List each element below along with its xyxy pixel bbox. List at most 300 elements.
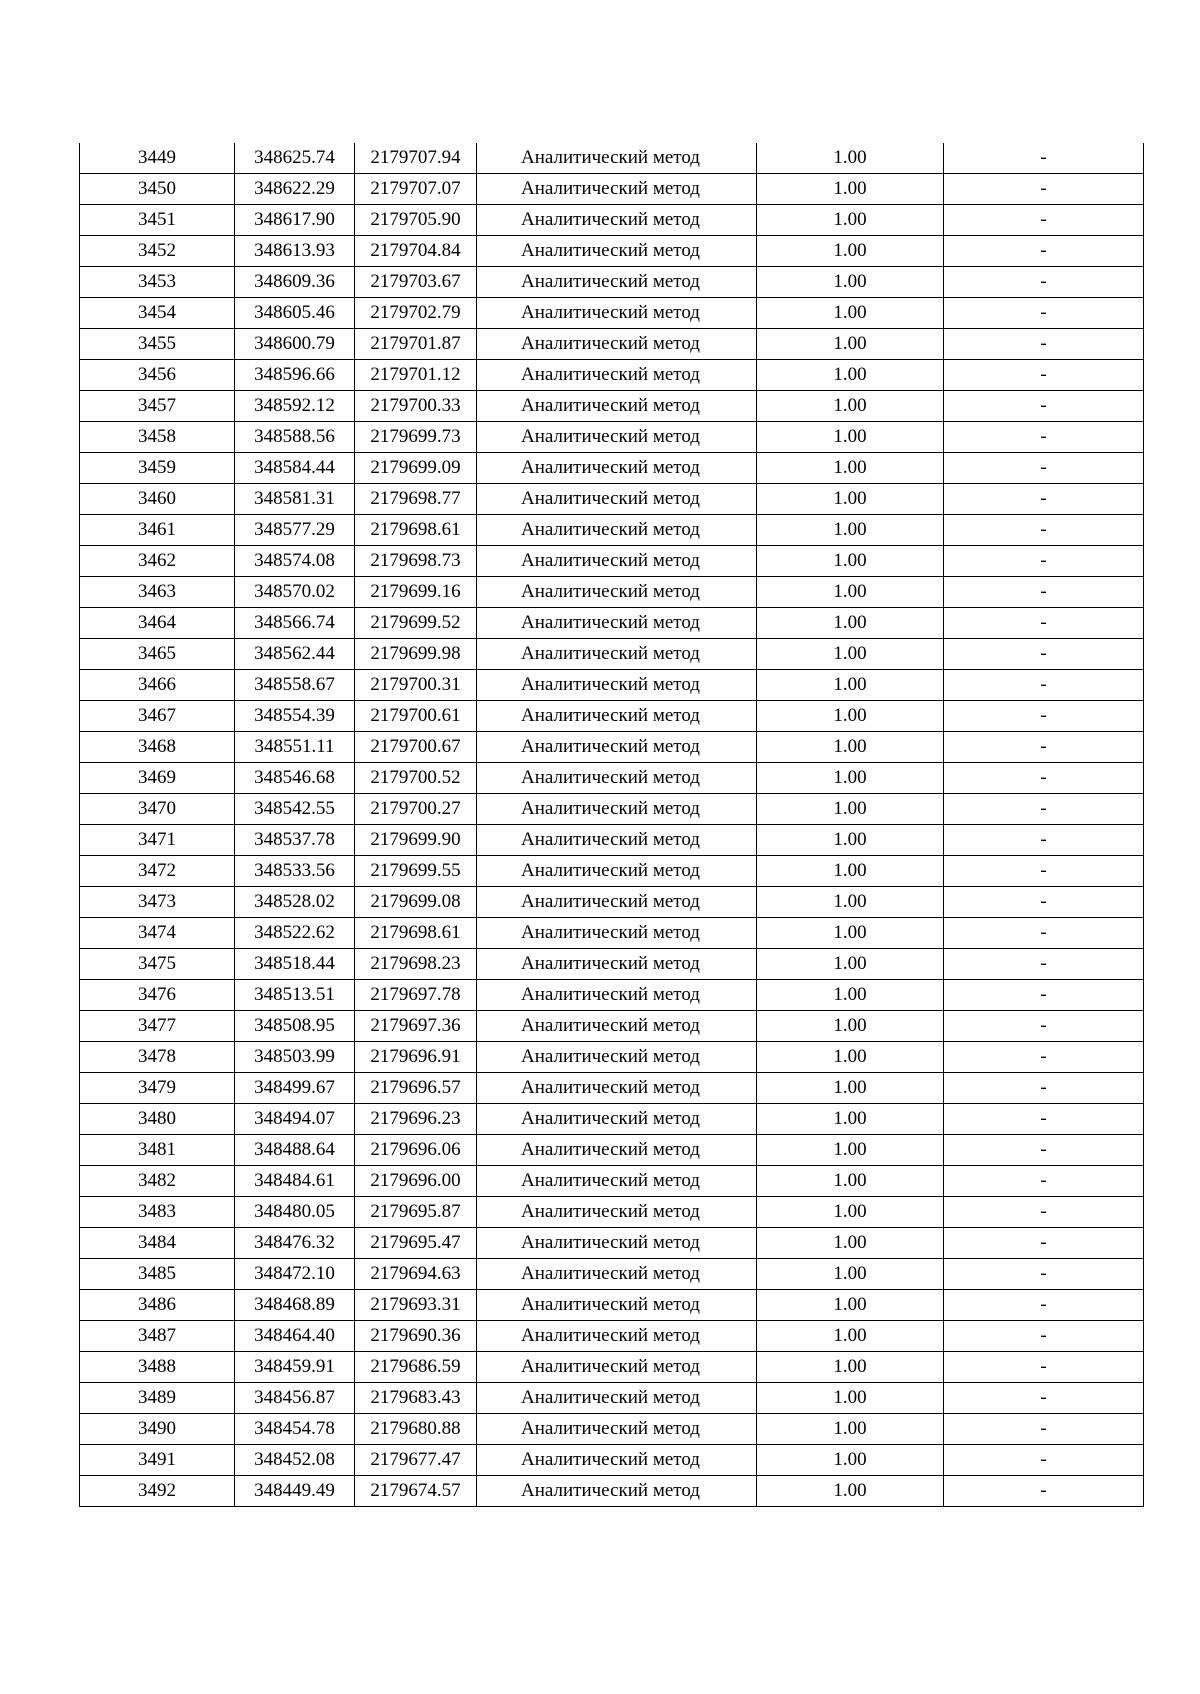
cell-y-coordinate: 2179696.23 xyxy=(355,1104,477,1135)
cell-point-number: 3470 xyxy=(80,794,235,825)
table-row xyxy=(80,515,1144,546)
cell-x-coordinate: 348581.31 xyxy=(235,484,355,515)
table-row xyxy=(80,1445,1144,1476)
table-row xyxy=(80,236,1144,267)
cell-method: Аналитический метод xyxy=(477,174,757,205)
table-row xyxy=(80,1290,1144,1321)
cell-method: Аналитический метод xyxy=(477,360,757,391)
cell-accuracy: 1.00 xyxy=(757,205,944,236)
cell-accuracy: 1.00 xyxy=(757,918,944,949)
cell-accuracy: 1.00 xyxy=(757,1135,944,1166)
cell-x-coordinate: 348468.89 xyxy=(235,1290,355,1321)
cell-note: - xyxy=(944,887,1144,918)
cell-y-coordinate: 2179701.12 xyxy=(355,360,477,391)
cell-point-number: 3460 xyxy=(80,484,235,515)
cell-point-number: 3474 xyxy=(80,918,235,949)
cell-accuracy: 1.00 xyxy=(757,825,944,856)
table-row xyxy=(80,484,1144,515)
table-row xyxy=(80,1414,1144,1445)
table-row xyxy=(80,794,1144,825)
cell-y-coordinate: 2179696.57 xyxy=(355,1073,477,1104)
cell-y-coordinate: 2179699.08 xyxy=(355,887,477,918)
cell-accuracy: 1.00 xyxy=(757,639,944,670)
table-row xyxy=(80,1352,1144,1383)
cell-method: Аналитический метод xyxy=(477,763,757,794)
cell-note: - xyxy=(944,1321,1144,1352)
cell-y-coordinate: 2179698.23 xyxy=(355,949,477,980)
cell-method: Аналитический метод xyxy=(477,391,757,422)
cell-y-coordinate: 2179701.87 xyxy=(355,329,477,360)
table-row xyxy=(80,1042,1144,1073)
cell-x-coordinate: 348596.66 xyxy=(235,360,355,391)
cell-note: - xyxy=(944,267,1144,298)
cell-note: - xyxy=(944,1197,1144,1228)
cell-method: Аналитический метод xyxy=(477,856,757,887)
cell-method: Аналитический метод xyxy=(477,608,757,639)
cell-x-coordinate: 348584.44 xyxy=(235,453,355,484)
cell-y-coordinate: 2179699.90 xyxy=(355,825,477,856)
cell-y-coordinate: 2179680.88 xyxy=(355,1414,477,1445)
cell-method: Аналитический метод xyxy=(477,1383,757,1414)
cell-note: - xyxy=(944,701,1144,732)
cell-point-number: 3466 xyxy=(80,670,235,701)
cell-note: - xyxy=(944,980,1144,1011)
cell-method: Аналитический метод xyxy=(477,1228,757,1259)
cell-y-coordinate: 2179699.73 xyxy=(355,422,477,453)
cell-x-coordinate: 348518.44 xyxy=(235,949,355,980)
cell-y-coordinate: 2179704.84 xyxy=(355,236,477,267)
cell-x-coordinate: 348508.95 xyxy=(235,1011,355,1042)
cell-point-number: 3464 xyxy=(80,608,235,639)
cell-note: - xyxy=(944,918,1144,949)
cell-method: Аналитический метод xyxy=(477,236,757,267)
cell-x-coordinate: 348600.79 xyxy=(235,329,355,360)
cell-accuracy: 1.00 xyxy=(757,1321,944,1352)
cell-method: Аналитический метод xyxy=(477,1290,757,1321)
cell-y-coordinate: 2179696.06 xyxy=(355,1135,477,1166)
cell-point-number: 3458 xyxy=(80,422,235,453)
cell-x-coordinate: 348554.39 xyxy=(235,701,355,732)
cell-y-coordinate: 2179699.16 xyxy=(355,577,477,608)
table-row xyxy=(80,1259,1144,1290)
cell-method: Аналитический метод xyxy=(477,639,757,670)
table-row xyxy=(80,1073,1144,1104)
cell-note: - xyxy=(944,1042,1144,1073)
cell-y-coordinate: 2179700.52 xyxy=(355,763,477,794)
cell-x-coordinate: 348566.74 xyxy=(235,608,355,639)
cell-accuracy: 1.00 xyxy=(757,546,944,577)
cell-point-number: 3488 xyxy=(80,1352,235,1383)
cell-note: - xyxy=(944,856,1144,887)
cell-method: Аналитический метод xyxy=(477,1073,757,1104)
cell-x-coordinate: 348625.74 xyxy=(235,143,355,174)
cell-point-number: 3452 xyxy=(80,236,235,267)
cell-note: - xyxy=(944,422,1144,453)
cell-y-coordinate: 2179683.43 xyxy=(355,1383,477,1414)
cell-accuracy: 1.00 xyxy=(757,856,944,887)
cell-accuracy: 1.00 xyxy=(757,763,944,794)
cell-note: - xyxy=(944,1073,1144,1104)
cell-method: Аналитический метод xyxy=(477,1011,757,1042)
cell-x-coordinate: 348476.32 xyxy=(235,1228,355,1259)
table-row xyxy=(80,453,1144,484)
cell-method: Аналитический метод xyxy=(477,1197,757,1228)
table-row xyxy=(80,1011,1144,1042)
cell-y-coordinate: 2179707.94 xyxy=(355,143,477,174)
cell-note: - xyxy=(944,670,1144,701)
cell-note: - xyxy=(944,763,1144,794)
cell-x-coordinate: 348622.29 xyxy=(235,174,355,205)
table-row xyxy=(80,670,1144,701)
cell-y-coordinate: 2179696.91 xyxy=(355,1042,477,1073)
cell-accuracy: 1.00 xyxy=(757,298,944,329)
cell-x-coordinate: 348546.68 xyxy=(235,763,355,794)
cell-x-coordinate: 348484.61 xyxy=(235,1166,355,1197)
cell-x-coordinate: 348609.36 xyxy=(235,267,355,298)
cell-point-number: 3453 xyxy=(80,267,235,298)
cell-note: - xyxy=(944,391,1144,422)
cell-accuracy: 1.00 xyxy=(757,360,944,391)
cell-x-coordinate: 348562.44 xyxy=(235,639,355,670)
cell-y-coordinate: 2179700.67 xyxy=(355,732,477,763)
cell-note: - xyxy=(944,825,1144,856)
cell-accuracy: 1.00 xyxy=(757,1197,944,1228)
cell-point-number: 3489 xyxy=(80,1383,235,1414)
cell-accuracy: 1.00 xyxy=(757,422,944,453)
cell-y-coordinate: 2179698.61 xyxy=(355,918,477,949)
cell-y-coordinate: 2179702.79 xyxy=(355,298,477,329)
table-row xyxy=(80,1135,1144,1166)
cell-method: Аналитический метод xyxy=(477,732,757,763)
coordinates-table xyxy=(79,143,1144,1507)
cell-accuracy: 1.00 xyxy=(757,608,944,639)
table-row xyxy=(80,608,1144,639)
cell-x-coordinate: 348464.40 xyxy=(235,1321,355,1352)
cell-note: - xyxy=(944,1290,1144,1321)
table-row xyxy=(80,577,1144,608)
cell-x-coordinate: 348588.56 xyxy=(235,422,355,453)
cell-y-coordinate: 2179698.73 xyxy=(355,546,477,577)
cell-point-number: 3492 xyxy=(80,1476,235,1507)
cell-x-coordinate: 348574.08 xyxy=(235,546,355,577)
cell-method: Аналитический метод xyxy=(477,1259,757,1290)
cell-point-number: 3485 xyxy=(80,1259,235,1290)
cell-point-number: 3480 xyxy=(80,1104,235,1135)
cell-method: Аналитический метод xyxy=(477,1042,757,1073)
cell-point-number: 3478 xyxy=(80,1042,235,1073)
cell-note: - xyxy=(944,1259,1144,1290)
table-row xyxy=(80,1321,1144,1352)
cell-accuracy: 1.00 xyxy=(757,174,944,205)
cell-accuracy: 1.00 xyxy=(757,515,944,546)
table-row xyxy=(80,763,1144,794)
cell-point-number: 3456 xyxy=(80,360,235,391)
table-row xyxy=(80,1476,1144,1507)
cell-accuracy: 1.00 xyxy=(757,236,944,267)
cell-y-coordinate: 2179686.59 xyxy=(355,1352,477,1383)
cell-y-coordinate: 2179698.77 xyxy=(355,484,477,515)
cell-note: - xyxy=(944,1445,1144,1476)
cell-point-number: 3450 xyxy=(80,174,235,205)
cell-method: Аналитический метод xyxy=(477,267,757,298)
cell-method: Аналитический метод xyxy=(477,918,757,949)
cell-y-coordinate: 2179699.09 xyxy=(355,453,477,484)
cell-note: - xyxy=(944,1352,1144,1383)
cell-method: Аналитический метод xyxy=(477,298,757,329)
cell-point-number: 3465 xyxy=(80,639,235,670)
table-row xyxy=(80,918,1144,949)
table-row xyxy=(80,174,1144,205)
cell-point-number: 3472 xyxy=(80,856,235,887)
cell-note: - xyxy=(944,949,1144,980)
cell-accuracy: 1.00 xyxy=(757,453,944,484)
cell-method: Аналитический метод xyxy=(477,515,757,546)
cell-method: Аналитический метод xyxy=(477,484,757,515)
cell-x-coordinate: 348503.99 xyxy=(235,1042,355,1073)
cell-accuracy: 1.00 xyxy=(757,1104,944,1135)
table-row xyxy=(80,267,1144,298)
cell-accuracy: 1.00 xyxy=(757,670,944,701)
cell-x-coordinate: 348528.02 xyxy=(235,887,355,918)
cell-point-number: 3490 xyxy=(80,1414,235,1445)
cell-y-coordinate: 2179695.47 xyxy=(355,1228,477,1259)
cell-method: Аналитический метод xyxy=(477,980,757,1011)
cell-y-coordinate: 2179674.57 xyxy=(355,1476,477,1507)
cell-x-coordinate: 348454.78 xyxy=(235,1414,355,1445)
cell-accuracy: 1.00 xyxy=(757,1042,944,1073)
cell-point-number: 3462 xyxy=(80,546,235,577)
cell-accuracy: 1.00 xyxy=(757,1259,944,1290)
coordinates-table-body xyxy=(80,143,1144,1507)
cell-note: - xyxy=(944,639,1144,670)
cell-point-number: 3482 xyxy=(80,1166,235,1197)
cell-method: Аналитический метод xyxy=(477,794,757,825)
cell-point-number: 3484 xyxy=(80,1228,235,1259)
table-row xyxy=(80,825,1144,856)
cell-method: Аналитический метод xyxy=(477,949,757,980)
cell-x-coordinate: 348551.11 xyxy=(235,732,355,763)
cell-point-number: 3486 xyxy=(80,1290,235,1321)
cell-point-number: 3449 xyxy=(80,143,235,174)
table-row xyxy=(80,298,1144,329)
cell-accuracy: 1.00 xyxy=(757,949,944,980)
table-row xyxy=(80,1104,1144,1135)
cell-y-coordinate: 2179705.90 xyxy=(355,205,477,236)
cell-method: Аналитический метод xyxy=(477,422,757,453)
cell-method: Аналитический метод xyxy=(477,205,757,236)
cell-accuracy: 1.00 xyxy=(757,1166,944,1197)
cell-point-number: 3491 xyxy=(80,1445,235,1476)
cell-x-coordinate: 348522.62 xyxy=(235,918,355,949)
cell-note: - xyxy=(944,484,1144,515)
cell-point-number: 3469 xyxy=(80,763,235,794)
cell-x-coordinate: 348613.93 xyxy=(235,236,355,267)
cell-point-number: 3468 xyxy=(80,732,235,763)
cell-point-number: 3483 xyxy=(80,1197,235,1228)
cell-accuracy: 1.00 xyxy=(757,1290,944,1321)
cell-accuracy: 1.00 xyxy=(757,1228,944,1259)
table-row xyxy=(80,329,1144,360)
cell-method: Аналитический метод xyxy=(477,1166,757,1197)
cell-method: Аналитический метод xyxy=(477,670,757,701)
cell-point-number: 3473 xyxy=(80,887,235,918)
cell-y-coordinate: 2179699.98 xyxy=(355,639,477,670)
cell-point-number: 3463 xyxy=(80,577,235,608)
cell-accuracy: 1.00 xyxy=(757,1073,944,1104)
table-row xyxy=(80,546,1144,577)
cell-y-coordinate: 2179698.61 xyxy=(355,515,477,546)
table-row xyxy=(80,360,1144,391)
cell-note: - xyxy=(944,1414,1144,1445)
cell-method: Аналитический метод xyxy=(477,143,757,174)
cell-method: Аналитический метод xyxy=(477,546,757,577)
cell-accuracy: 1.00 xyxy=(757,329,944,360)
table-row xyxy=(80,639,1144,670)
cell-y-coordinate: 2179697.78 xyxy=(355,980,477,1011)
table-row xyxy=(80,949,1144,980)
cell-note: - xyxy=(944,360,1144,391)
cell-accuracy: 1.00 xyxy=(757,577,944,608)
cell-accuracy: 1.00 xyxy=(757,484,944,515)
cell-accuracy: 1.00 xyxy=(757,732,944,763)
cell-note: - xyxy=(944,577,1144,608)
cell-method: Аналитический метод xyxy=(477,1135,757,1166)
cell-method: Аналитический метод xyxy=(477,577,757,608)
cell-note: - xyxy=(944,1476,1144,1507)
cell-note: - xyxy=(944,236,1144,267)
table-row xyxy=(80,856,1144,887)
cell-x-coordinate: 348570.02 xyxy=(235,577,355,608)
cell-x-coordinate: 348558.67 xyxy=(235,670,355,701)
cell-point-number: 3477 xyxy=(80,1011,235,1042)
cell-method: Аналитический метод xyxy=(477,1352,757,1383)
cell-x-coordinate: 348480.05 xyxy=(235,1197,355,1228)
cell-accuracy: 1.00 xyxy=(757,267,944,298)
cell-note: - xyxy=(944,546,1144,577)
cell-x-coordinate: 348456.87 xyxy=(235,1383,355,1414)
cell-note: - xyxy=(944,1166,1144,1197)
cell-accuracy: 1.00 xyxy=(757,1414,944,1445)
cell-method: Аналитический метод xyxy=(477,1321,757,1352)
cell-y-coordinate: 2179699.52 xyxy=(355,608,477,639)
table-row xyxy=(80,1228,1144,1259)
cell-method: Аналитический метод xyxy=(477,1104,757,1135)
cell-accuracy: 1.00 xyxy=(757,701,944,732)
cell-y-coordinate: 2179690.36 xyxy=(355,1321,477,1352)
cell-note: - xyxy=(944,1228,1144,1259)
cell-x-coordinate: 348499.67 xyxy=(235,1073,355,1104)
cell-x-coordinate: 348488.64 xyxy=(235,1135,355,1166)
table-row xyxy=(80,1383,1144,1414)
cell-x-coordinate: 348605.46 xyxy=(235,298,355,329)
cell-point-number: 3471 xyxy=(80,825,235,856)
cell-method: Аналитический метод xyxy=(477,1445,757,1476)
cell-note: - xyxy=(944,1104,1144,1135)
cell-point-number: 3467 xyxy=(80,701,235,732)
cell-x-coordinate: 348537.78 xyxy=(235,825,355,856)
cell-note: - xyxy=(944,1383,1144,1414)
cell-x-coordinate: 348452.08 xyxy=(235,1445,355,1476)
cell-note: - xyxy=(944,1135,1144,1166)
cell-method: Аналитический метод xyxy=(477,701,757,732)
cell-x-coordinate: 348494.07 xyxy=(235,1104,355,1135)
cell-note: - xyxy=(944,1011,1144,1042)
cell-y-coordinate: 2179696.00 xyxy=(355,1166,477,1197)
cell-note: - xyxy=(944,143,1144,174)
cell-y-coordinate: 2179694.63 xyxy=(355,1259,477,1290)
cell-method: Аналитический метод xyxy=(477,825,757,856)
table-row xyxy=(80,143,1144,174)
cell-point-number: 3455 xyxy=(80,329,235,360)
cell-method: Аналитический метод xyxy=(477,453,757,484)
cell-y-coordinate: 2179707.07 xyxy=(355,174,477,205)
cell-note: - xyxy=(944,732,1144,763)
cell-note: - xyxy=(944,298,1144,329)
cell-y-coordinate: 2179700.33 xyxy=(355,391,477,422)
cell-accuracy: 1.00 xyxy=(757,794,944,825)
cell-accuracy: 1.00 xyxy=(757,1445,944,1476)
cell-point-number: 3487 xyxy=(80,1321,235,1352)
cell-accuracy: 1.00 xyxy=(757,1476,944,1507)
cell-x-coordinate: 348459.91 xyxy=(235,1352,355,1383)
cell-y-coordinate: 2179699.55 xyxy=(355,856,477,887)
cell-y-coordinate: 2179677.47 xyxy=(355,1445,477,1476)
cell-point-number: 3476 xyxy=(80,980,235,1011)
table-row xyxy=(80,980,1144,1011)
table-row xyxy=(80,887,1144,918)
table-row xyxy=(80,1166,1144,1197)
cell-point-number: 3454 xyxy=(80,298,235,329)
table-row xyxy=(80,1197,1144,1228)
table-row xyxy=(80,205,1144,236)
table-row xyxy=(80,391,1144,422)
cell-point-number: 3481 xyxy=(80,1135,235,1166)
cell-x-coordinate: 348592.12 xyxy=(235,391,355,422)
cell-note: - xyxy=(944,453,1144,484)
cell-x-coordinate: 348533.56 xyxy=(235,856,355,887)
cell-accuracy: 1.00 xyxy=(757,391,944,422)
cell-note: - xyxy=(944,205,1144,236)
cell-y-coordinate: 2179695.87 xyxy=(355,1197,477,1228)
cell-accuracy: 1.00 xyxy=(757,143,944,174)
table-row xyxy=(80,732,1144,763)
cell-point-number: 3461 xyxy=(80,515,235,546)
table-row xyxy=(80,701,1144,732)
table-row xyxy=(80,422,1144,453)
cell-y-coordinate: 2179697.36 xyxy=(355,1011,477,1042)
cell-note: - xyxy=(944,329,1144,360)
cell-y-coordinate: 2179703.67 xyxy=(355,267,477,298)
cell-point-number: 3459 xyxy=(80,453,235,484)
cell-note: - xyxy=(944,794,1144,825)
cell-point-number: 3479 xyxy=(80,1073,235,1104)
cell-method: Аналитический метод xyxy=(477,1414,757,1445)
cell-x-coordinate: 348617.90 xyxy=(235,205,355,236)
cell-x-coordinate: 348577.29 xyxy=(235,515,355,546)
cell-method: Аналитический метод xyxy=(477,329,757,360)
cell-note: - xyxy=(944,174,1144,205)
cell-x-coordinate: 348513.51 xyxy=(235,980,355,1011)
cell-x-coordinate: 348542.55 xyxy=(235,794,355,825)
cell-point-number: 3457 xyxy=(80,391,235,422)
cell-accuracy: 1.00 xyxy=(757,1352,944,1383)
cell-accuracy: 1.00 xyxy=(757,1011,944,1042)
cell-x-coordinate: 348472.10 xyxy=(235,1259,355,1290)
cell-accuracy: 1.00 xyxy=(757,1383,944,1414)
cell-y-coordinate: 2179700.31 xyxy=(355,670,477,701)
cell-y-coordinate: 2179700.27 xyxy=(355,794,477,825)
cell-x-coordinate: 348449.49 xyxy=(235,1476,355,1507)
